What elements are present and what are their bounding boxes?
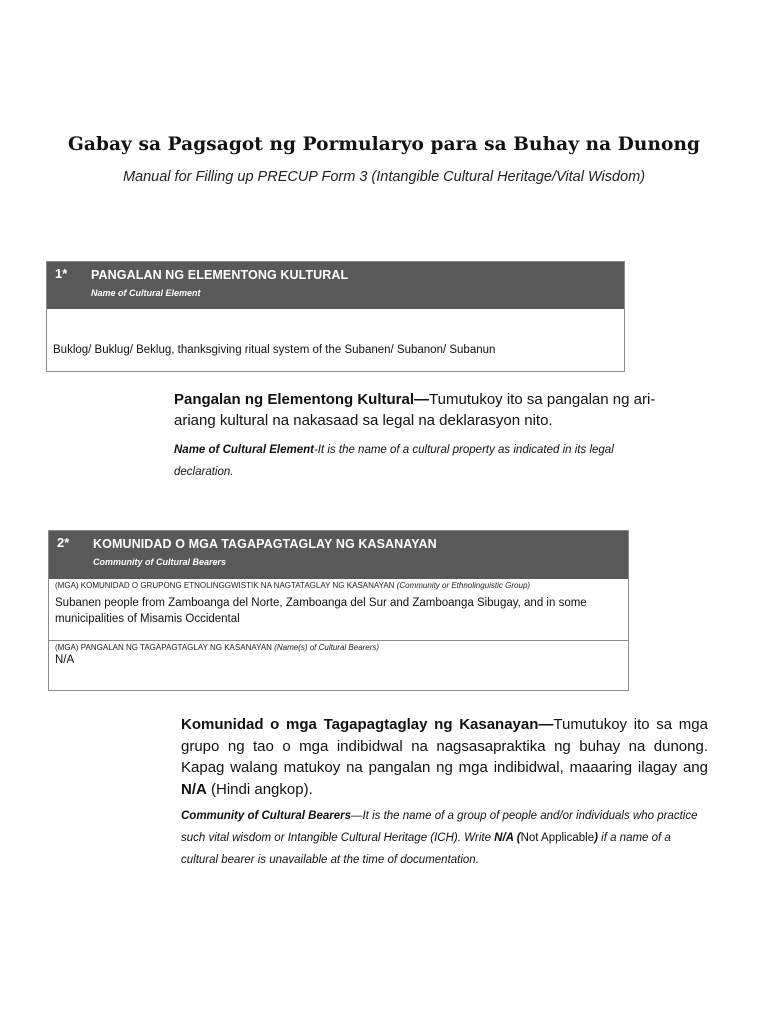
section-1-desc-text: Tumutukoy ito sa pangalan ng ari-ariang kultural na nakasaad sa legal na deklarasyon nito. (174, 391, 656, 429)
form-section-1 (46, 261, 625, 372)
form-section-2 (48, 530, 629, 691)
section-2-heading-en: Community of Cultural Bearers (93, 557, 227, 567)
section-2-heading-block (93, 535, 437, 575)
section-2-field-2 (49, 641, 628, 670)
section-1-value: Buklog/ Buklug/ Beklug, thanksgiving ritual system of the Subanen/ Subanon/ Subanun (53, 344, 496, 356)
section-1-desc-term: Pangalan ng Elementong Kultural— (174, 391, 430, 408)
section-2-header (49, 531, 628, 579)
field-2-label-en: (Name(s) of Cultural Bearers) (274, 643, 380, 652)
field-2-label (55, 643, 622, 652)
section-1-heading-block (91, 266, 348, 305)
section-1-description (174, 389, 674, 431)
section-2-desc-en-na: N/A ( (494, 832, 521, 844)
section-2-desc-en-term: Community of Cultural Bearers (181, 810, 351, 822)
section-1-heading: PANGALAN NG ELEMENTONG KULTURAL (91, 268, 349, 282)
field-1-label-text: (MGA) KOMUNIDAD O GRUPONG ETNOLINGGWISTIK NA NAGTATAGLAY NG KASANAYAN (55, 581, 397, 590)
section-1-heading-en: Name of Cultural Element (91, 288, 201, 298)
field-2-label-text: (MGA) PANGALAN NG TAGAPAGTAGLAY NG KASANAYAN (55, 643, 275, 652)
section-2-heading: KOMUNIDAD O MGA TAGAPAGTAGLAY NG KASANAYAN (93, 537, 437, 551)
section-2-number: 2* (57, 535, 70, 550)
field-1-label (55, 581, 622, 590)
section-2-field-1 (49, 579, 628, 641)
section-1-description-en (174, 439, 674, 483)
section-2-desc-en-tail: if a name of a cultural bearer is unavailable at the time of documentation. (181, 832, 671, 866)
section-1-desc-en-term: Name of Cultural Element (174, 444, 314, 456)
section-2-desc-term: Komunidad o mga Tagapagtaglay ng Kasanayan— (181, 716, 554, 733)
field-1-label-en: (Community or Ethnolinguistic Group) (396, 581, 531, 590)
section-1-number: 1* (55, 266, 68, 281)
section-2-desc-text: Tumutukoy ito sa mga grupo ng tao o mga indibidwal na nagsasapraktika ng buhay na dunong. Kapag walang matukoy na pangalan ng mga indibidwal, maaaring ilagay ang (181, 716, 708, 776)
section-2-desc-en-na-plain: Not Applicable (520, 832, 595, 844)
section-2-description (181, 714, 708, 800)
page-subtitle: Manual for Filling up PRECUP Form 3 (Intangible Cultural Heritage/Vital Wisdom) (122, 169, 646, 185)
section-1-header (47, 262, 624, 309)
field-2-value: N/A (55, 654, 75, 666)
field-1-value: Subanen people from Zamboanga del Norte, Zamboanga del Sur and Zamboanga Sibugay, and in some municipalities of Misamis Occidental (55, 597, 587, 625)
section-2-description-en: Community of Cultural Bearers—It is the name of a group of people and/or individuals who practice such vital wisdom or Intangible Cultural Heritage (ICH). Write N/A (Not Applicable) if a name of a cultural bearer is unavailable at the time of documentation. (181, 810, 698, 866)
section-1-desc-en-text: -It is the name of a cultural property as indicated in its legal declaration. (174, 444, 614, 478)
page-title: Gabay sa Pagsagot ng Pormularyo para sa Buhay na Dunong (67, 134, 701, 155)
section-2-desc-na: N/A (181, 780, 207, 798)
section-2-desc-tail: (Hindi angkop). (206, 780, 313, 798)
section-2-desc-en-text: —It is the name of a group of people and/or individuals who practice such vital wisdom or Intangible Cultural Heritage (ICH). Write (181, 810, 698, 844)
